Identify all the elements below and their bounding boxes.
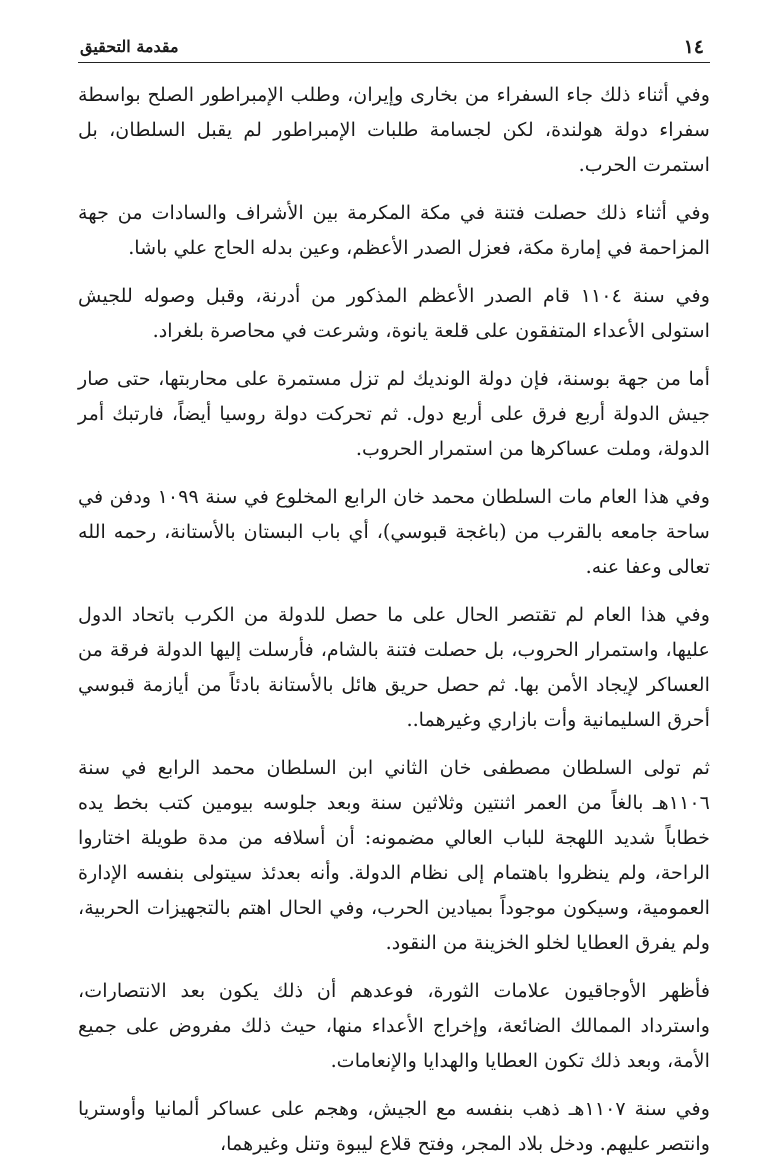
page-body xyxy=(78,77,710,1161)
paragraph-3: وفي سنة ١١٠٤ قام الصدر الأعظم المذكور من أدرنة، وقبل وصوله للجيش استولى الأعداء المتفقون على قلعة يانوة، وشرعت في محاصرة بلغراد. xyxy=(78,284,710,342)
paragraph-9: وفي سنة ١١٠٧هـ ذهب بنفسه مع الجيش، وهجم على عساكر ألمانيا وأوستريا وانتصر عليهم. ودخل بلاد المجر، وفتح قلاع ليبوة وتنل وغيرهما، xyxy=(78,1097,710,1155)
paragraph-7: ثم تولى السلطان مصطفى خان الثاني ابن السلطان محمد الرابع في سنة ١١٠٦هـ بالغاً من العمر اثنتين وثلاثين سنة وبعد جلوسه بيومين كتب بخط يده خطاباً شديد اللهجة للباب العالي مضمونه: أن أسلافه من مدة طويلة اختاروا الراحة، ولم ينظروا باهتمام إلى نظام الدولة. وأنه بعدئذ سيتولى بنفسه الإدارة العمومية، وسيكون موجوداً بميادين الحرب، وفي الحال اهتم بالتجهيزات الحربية، ولم يفرق العطايا لخلو الخزينة من النقود. xyxy=(78,756,710,954)
paragraph-6: وفي هذا العام لم تقتصر الحال على ما حصل للدولة من الكرب باتحاد الدول عليها، واستمرار الحروب، بل حصلت فتنة بالشام، فأرسلت إليها الدولة فرقة من العساكر لإيجاد الأمن بها. ثم حصل حريق هائل بالأستانة بادئاً من أيازمة قبوسي أحرق السليمانية وأت بازاري وغيرهما.. xyxy=(78,603,710,731)
paragraph-8: فأظهر الأوجاقيون علامات الثورة، فوعدهم أن ذلك يكون بعد الانتصارات، واسترداد الممالك الضائعة، وإخراج الأعداء منها، حيث ذلك مفروض على جميع الأمة، وبعد ذلك تكون العطايا والهدايا والإنعامات. xyxy=(78,979,710,1072)
page-header xyxy=(78,30,710,63)
paragraph-5: وفي هذا العام مات السلطان محمد خان الرابع المخلوع في سنة ١٠٩٩ ودفن في ساحة جامعه بالقرب من (باغجة قبوسي)، أي باب البستان بالأستانة، رحمه الله تعالى وعفا عنه. xyxy=(78,485,710,578)
running-title: مقدمة التحقيق xyxy=(80,37,179,56)
page-number: ١٤ xyxy=(683,36,704,58)
paragraph-4: أما من جهة بوسنة، فإن دولة الونديك لم تزل مستمرة على محاربتها، حتى صار جيش الدولة أربع فرق على أربع دول. ثم تحركت دولة روسيا أيضاً، فارتبك أمر الدولة، وملت عساكرها من استمرار الحروب. xyxy=(78,367,710,460)
paragraph-1: وفي أثناء ذلك جاء السفراء من بخارى وإيران، وطلب الإمبراطور الصلح بواسطة سفراء دولة هولندة، لكن لجسامة طلبات الإمبراطور لم يقبل السلطان، بل استمرت الحرب. xyxy=(78,83,710,176)
book-page xyxy=(78,30,710,1174)
paragraph-2: وفي أثناء ذلك حصلت فتنة في مكة المكرمة بين الأشراف والسادات من جهة المزاحمة في إمارة مكة، فعزل الصدر الأعظم، وعين بدله الحاج علي باشا. xyxy=(78,201,710,259)
